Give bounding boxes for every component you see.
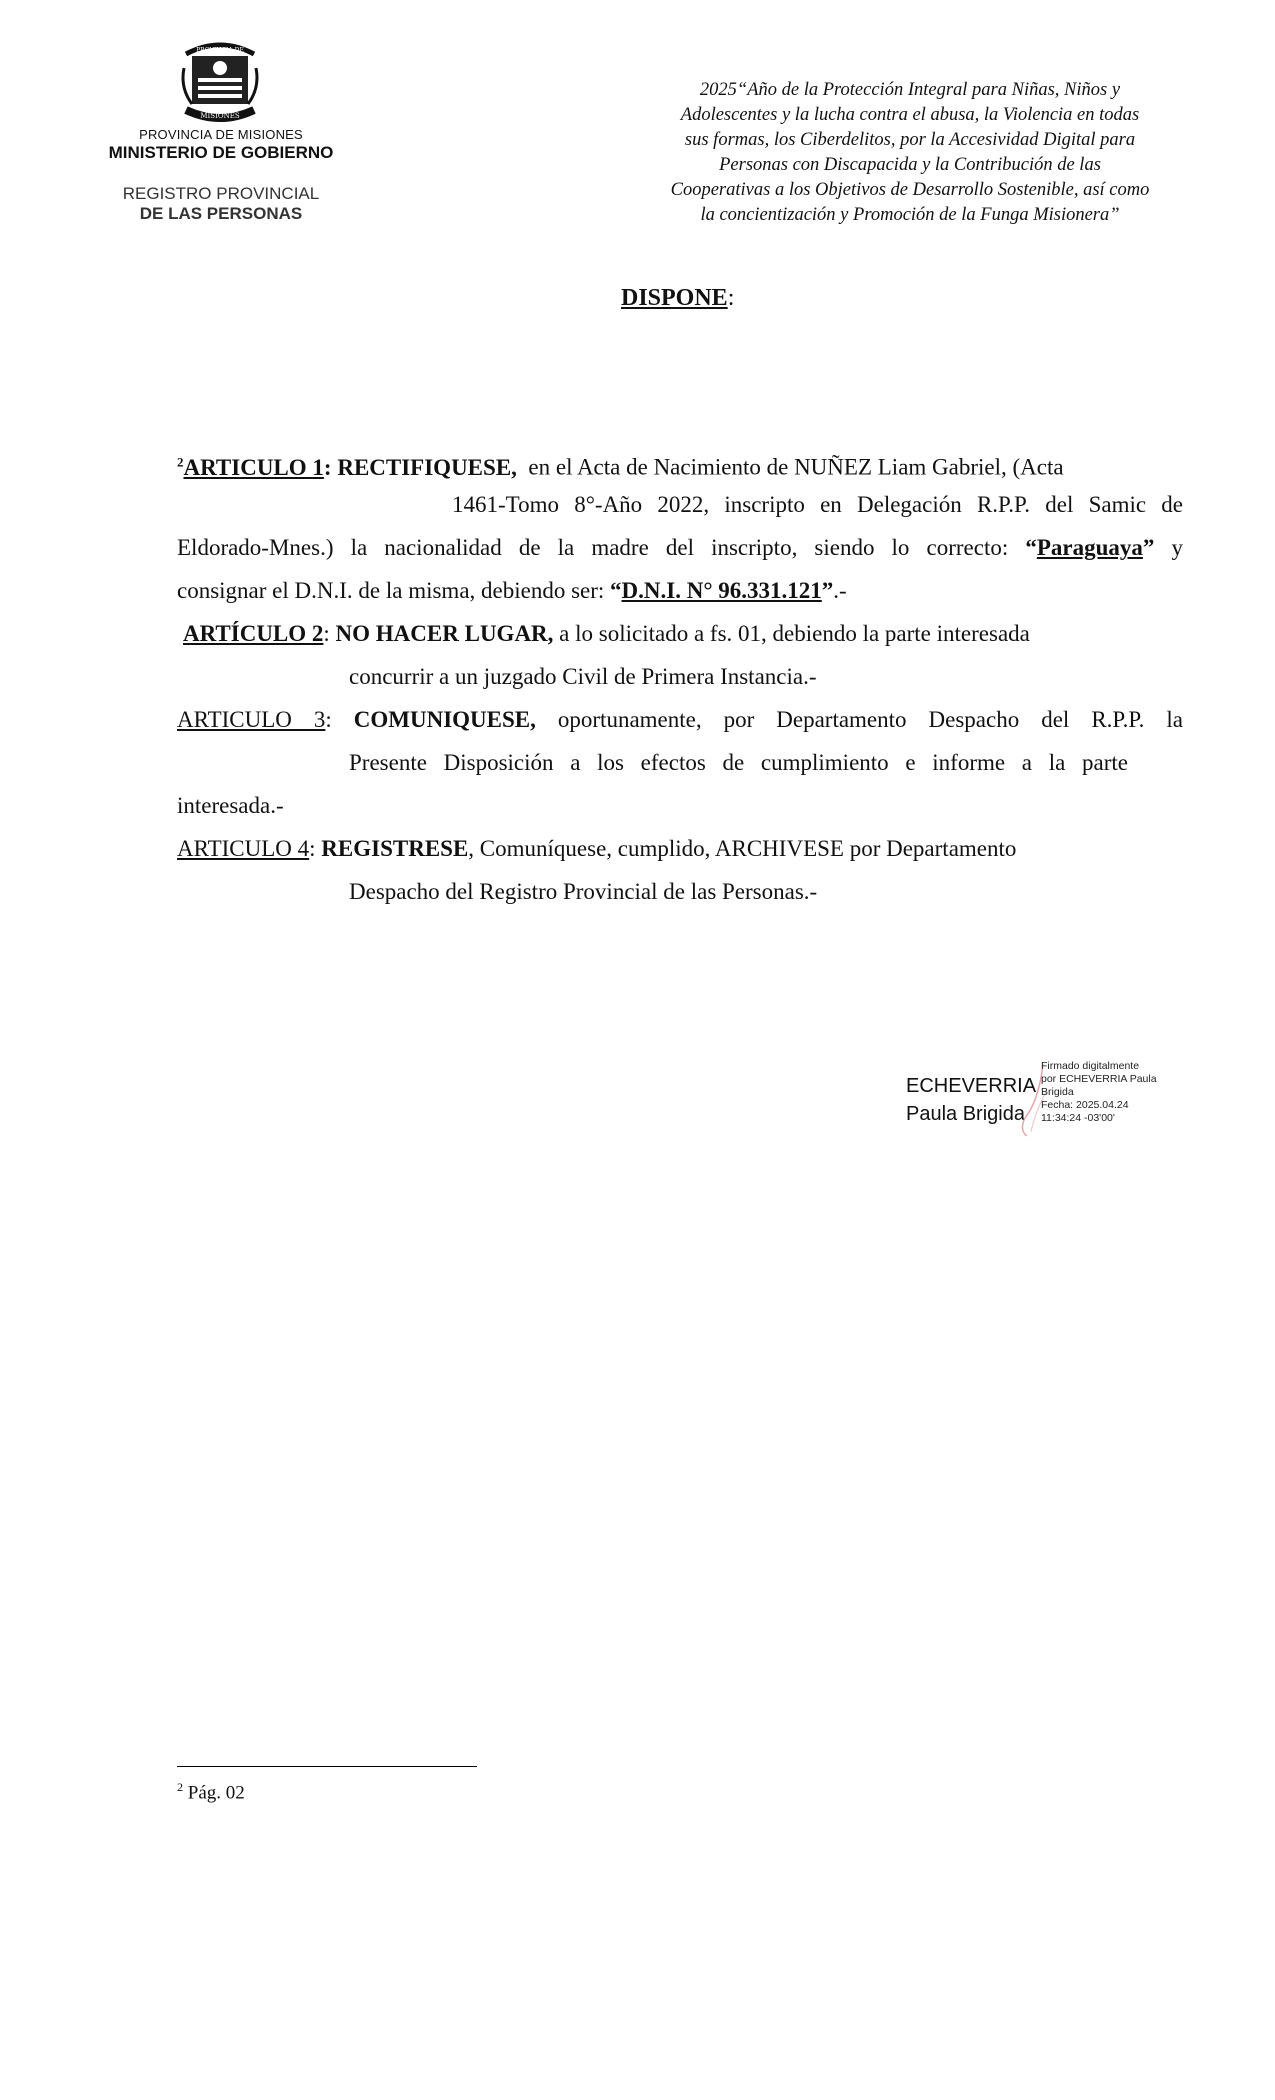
- article-4-action: REGISTRESE: [321, 836, 469, 861]
- registry-name-line2: DE LAS PERSONAS: [139, 204, 303, 224]
- article-3-colon: :: [325, 707, 332, 732]
- ministry-name: MINISTERIO DE GOBIERNO: [108, 142, 334, 162]
- dni-value: D.N.I. N° 96.331.121: [621, 578, 822, 603]
- article-1-line-1: [177, 440, 1183, 483]
- motto-line: la concientización y Promoción de la Funga Misionera”: [700, 205, 1120, 225]
- article-3-action: COMUNIQUESE,: [353, 707, 536, 732]
- seal-top-text: PROVINCIA DE: [196, 47, 244, 54]
- digital-signature: [906, 1060, 1186, 1140]
- registry-name-line1: REGISTRO PROVINCIAL: [122, 184, 320, 204]
- quote-mark: “: [1025, 535, 1037, 560]
- article-4-text: , Comuníquese, cumplido, ARCHIVESE por Departamento: [468, 836, 1017, 861]
- footnote-divider: [177, 1766, 477, 1767]
- article-1-text: consignar el D.N.I. de la misma, debiendo ser:: [177, 578, 605, 603]
- year-motto: [630, 78, 1190, 228]
- footnote-reference: 2: [177, 454, 184, 469]
- article-1-line-2: 1461-Tomo 8°-Año 2022, inscripto en Delegación R.P.P. del Samic de: [452, 492, 1183, 517]
- quote-mark: ”: [1142, 535, 1155, 560]
- signature-detail-line: 11:34:24 -03'00': [1041, 1112, 1115, 1124]
- document-body: [177, 440, 1183, 913]
- province-name: PROVINCIA DE MISIONES: [139, 127, 303, 142]
- article-2-line-2: concurrir a un juzgado Civil de Primera Instancia.-: [349, 664, 817, 689]
- dispone-suffix: :: [727, 285, 735, 311]
- article-3-label: ARTICULO 3: [177, 707, 326, 732]
- signature-detail-line: Brigida: [1041, 1086, 1074, 1098]
- article-1-text: en el Acta de Nacimiento de NUÑEZ Liam Gabriel, (Acta: [528, 454, 1064, 480]
- article-4-line-2: Despacho del Registro Provincial de las Personas.-: [349, 879, 818, 904]
- article-2-line-1: [177, 612, 1183, 655]
- article-3-text: oportunamente, por Departamento Despacho del R.P.P. la: [557, 707, 1183, 732]
- signer-name-line1: ECHEVERRIA: [906, 1075, 1037, 1097]
- article-2-colon: :: [323, 621, 330, 646]
- dispone-heading: [621, 285, 734, 312]
- article-3-line-1: [177, 698, 1183, 741]
- article-4-colon: :: [309, 836, 316, 861]
- article-1-line-4: [177, 569, 1183, 612]
- article-1-text: Eldorado-Mnes.) la nacionalidad de la madre del inscripto, siendo lo correcto:: [177, 535, 1009, 560]
- article-2-action: NO HACER LUGAR,: [335, 621, 554, 646]
- article-3-line-3: interesada.-: [177, 793, 284, 818]
- seal-bottom-text: MISIONES: [200, 112, 240, 120]
- signature-detail-line: Firmado digitalmente: [1041, 1060, 1140, 1072]
- motto-line: Adolescentes y la lucha contra el abusa, la Violencia en todas: [680, 105, 1140, 125]
- provincial-seal: [178, 38, 262, 124]
- quote-mark: ”: [821, 578, 834, 603]
- article-1-text: y: [1171, 535, 1183, 560]
- motto-line: sus formas, los Ciberdelitos, por la Accesividad Digital para: [684, 130, 1136, 150]
- motto-line: Personas con Discapacida y la Contribución de las: [719, 155, 1101, 175]
- footnote: [177, 1780, 245, 1804]
- article-1-text: .-: [833, 578, 847, 603]
- motto-line: 2025“Año de la Protección Integral para Niñas, Niños y: [699, 80, 1121, 100]
- dispone-label: DISPONE: [621, 285, 728, 311]
- motto-line: Cooperativas a los Objetivos de Desarrollo Sostenible, así como: [670, 180, 1150, 200]
- article-2-label: ARTÍCULO 2: [183, 621, 324, 646]
- article-1-action: RECTIFIQUESE,: [337, 454, 517, 480]
- nationality-value: Paraguaya: [1036, 535, 1143, 560]
- article-1-label: ARTICULO 1: [183, 454, 324, 480]
- signature-detail-line: por ECHEVERRIA Paula: [1041, 1073, 1157, 1085]
- signature-details: [1041, 1060, 1181, 1125]
- article-4-line-1: [177, 827, 1183, 870]
- article-1-colon: :: [323, 454, 332, 480]
- signer-name-line2: Paula Brigida: [906, 1103, 1025, 1125]
- footnote-number: 2: [177, 1780, 183, 1794]
- article-4-label: ARTICULO 4: [177, 836, 310, 861]
- signature-detail-line: Fecha: 2025.04.24: [1041, 1099, 1129, 1111]
- footnote-text: Pág. 02: [183, 1782, 245, 1804]
- article-2-text: a lo solicitado a fs. 01, debiendo la parte interesada: [559, 621, 1030, 646]
- quote-mark: “: [610, 578, 622, 603]
- article-1-line-3: [177, 526, 1183, 569]
- article-3-line-2: Presente Disposición a los efectos de cumplimiento e informe a la parte: [349, 750, 1128, 775]
- government-header: [96, 128, 346, 224]
